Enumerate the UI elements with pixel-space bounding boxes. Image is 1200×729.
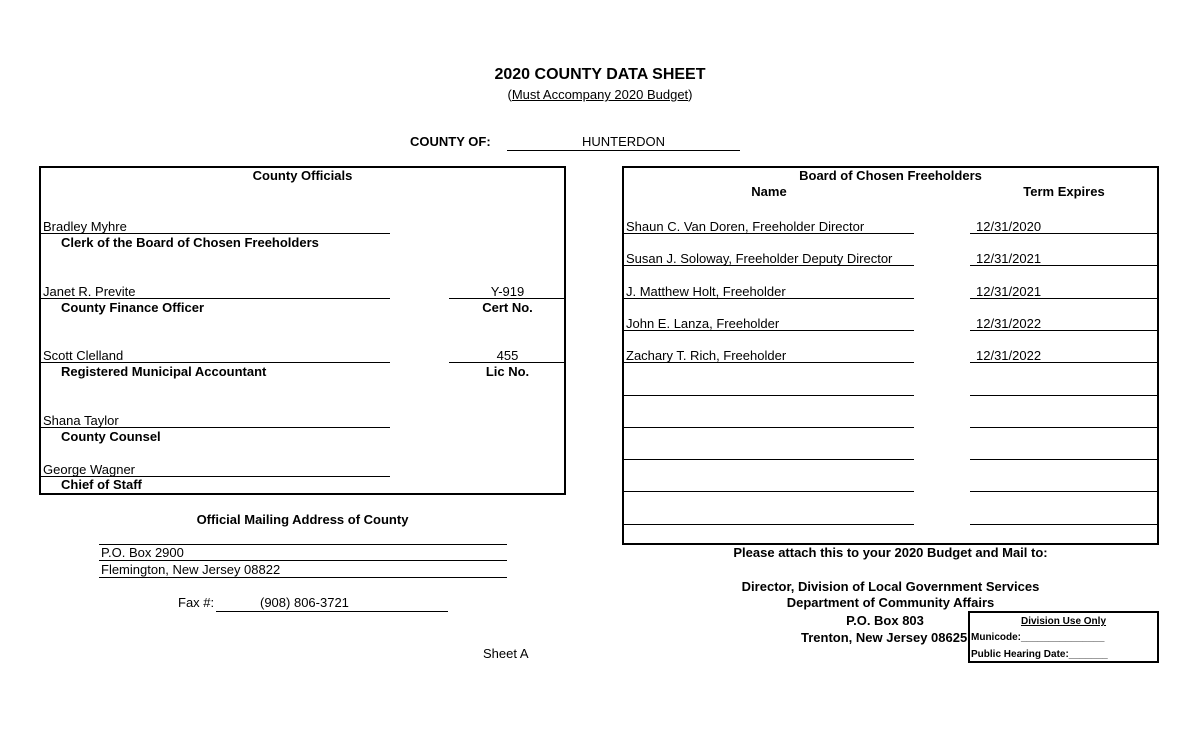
freeholder-term-underline	[970, 265, 1157, 266]
subtitle-open-paren: (	[507, 87, 512, 102]
freeholder-term-underline	[970, 459, 1157, 460]
freeholder-name: J. Matthew Holt, Freeholder	[626, 284, 786, 299]
county-underline	[507, 150, 740, 151]
county-officials-box	[39, 166, 566, 495]
freeholder-name: Zachary T. Rich, Freeholder	[626, 348, 787, 363]
sheet-label: Sheet A	[483, 646, 529, 661]
counsel-underline	[41, 427, 390, 428]
counsel-title: County Counsel	[61, 429, 161, 444]
freeholder-name-underline	[624, 491, 914, 492]
fax-value: (908) 806-3721	[260, 595, 349, 610]
freeholder-term-underline	[970, 491, 1157, 492]
mailing-line-2-underline	[99, 577, 507, 578]
cert-underline	[449, 298, 566, 299]
accountant-underline	[41, 362, 390, 363]
lic-number-value: 455	[496, 348, 519, 363]
freeholders-term-header: Term Expires	[1023, 184, 1105, 199]
fax-label: Fax #:	[178, 595, 215, 610]
mail-to-line-3: P.O. Box 803	[846, 613, 924, 628]
county-value: HUNTERDON	[581, 134, 666, 149]
accountant-name: Scott Clelland	[43, 348, 124, 363]
county-label: COUNTY OF:	[410, 134, 491, 149]
fax-underline	[216, 611, 448, 612]
freeholder-term-underline	[970, 233, 1157, 234]
cert-number-value: Y-919	[490, 284, 525, 299]
freeholder-term-underline	[970, 427, 1157, 428]
freeholder-name-underline	[624, 427, 914, 428]
finance-underline	[41, 298, 390, 299]
freeholder-name-underline	[624, 233, 914, 234]
chief-of-staff-title: Chief of Staff	[61, 477, 142, 492]
freeholder-term-underline	[970, 395, 1157, 396]
division-use-heading: Division Use Only	[1020, 616, 1107, 627]
freeholder-name-underline	[624, 459, 914, 460]
mail-instruction: Please attach this to your 2020 Budget and Mail to:	[733, 545, 1048, 560]
freeholder-term: 12/31/2022	[976, 316, 1042, 331]
freeholder-term-underline	[970, 298, 1157, 299]
subtitle-text: Must Accompany 2020 Budget	[511, 87, 689, 102]
lic-number-label: Lic No.	[485, 364, 530, 379]
clerk-title: Clerk of the Board of Chosen Freeholders	[61, 235, 319, 250]
hearing-date-field: Public Hearing Date:_______	[971, 649, 1108, 660]
freeholder-term-underline	[970, 524, 1157, 525]
mailing-line-2: Flemington, New Jersey 08822	[101, 562, 281, 577]
freeholder-name-underline	[624, 265, 914, 266]
mailing-line-1-underline	[99, 560, 507, 561]
municode-field: Municode:_______________	[971, 632, 1105, 643]
mailing-address-heading: Official Mailing Address of County	[196, 512, 409, 527]
freeholder-name-underline	[624, 395, 914, 396]
finance-officer-title: County Finance Officer	[61, 300, 205, 315]
freeholder-name-underline	[624, 330, 914, 331]
freeholder-name-underline	[624, 362, 914, 363]
mailing-line-1: P.O. Box 2900	[101, 545, 184, 560]
chief-of-staff-name: George Wagner	[43, 462, 136, 477]
page-subtitle	[0, 87, 1200, 102]
freeholder-term: 12/31/2021	[976, 284, 1042, 299]
lic-underline	[449, 362, 566, 363]
clerk-name: Bradley Myhre	[43, 219, 127, 234]
freeholder-term: 12/31/2021	[976, 251, 1042, 266]
freeholder-term: 12/31/2020	[976, 219, 1042, 234]
subtitle-close-paren: )	[688, 87, 693, 102]
freeholder-term-underline	[970, 362, 1157, 363]
freeholders-heading: Board of Chosen Freeholders	[799, 168, 982, 183]
county-officials-heading: County Officials	[252, 168, 353, 183]
freeholder-name: Shaun C. Van Doren, Freeholder Director	[626, 219, 865, 234]
mail-to-line-1: Director, Division of Local Government Services	[741, 579, 1040, 594]
freeholder-name-underline	[624, 524, 914, 525]
cert-number-label: Cert No.	[482, 300, 533, 315]
freeholder-term-underline	[970, 330, 1157, 331]
freeholder-name: John E. Lanza, Freeholder	[626, 316, 780, 331]
freeholder-name: Susan J. Soloway, Freeholder Deputy Director	[626, 251, 893, 266]
freeholders-name-header: Name	[751, 184, 787, 199]
mail-to-line-2: Department of Community Affairs	[786, 595, 995, 610]
counsel-name: Shana Taylor	[43, 413, 119, 428]
freeholder-term: 12/31/2022	[976, 348, 1042, 363]
accountant-title: Registered Municipal Accountant	[61, 364, 267, 379]
finance-officer-name: Janet R. Previte	[43, 284, 136, 299]
page-title: 2020 COUNTY DATA SHEET	[494, 66, 706, 83]
mail-to-line-4: Trenton, New Jersey 08625	[801, 630, 968, 645]
clerk-underline	[41, 233, 390, 234]
freeholder-name-underline	[624, 298, 914, 299]
